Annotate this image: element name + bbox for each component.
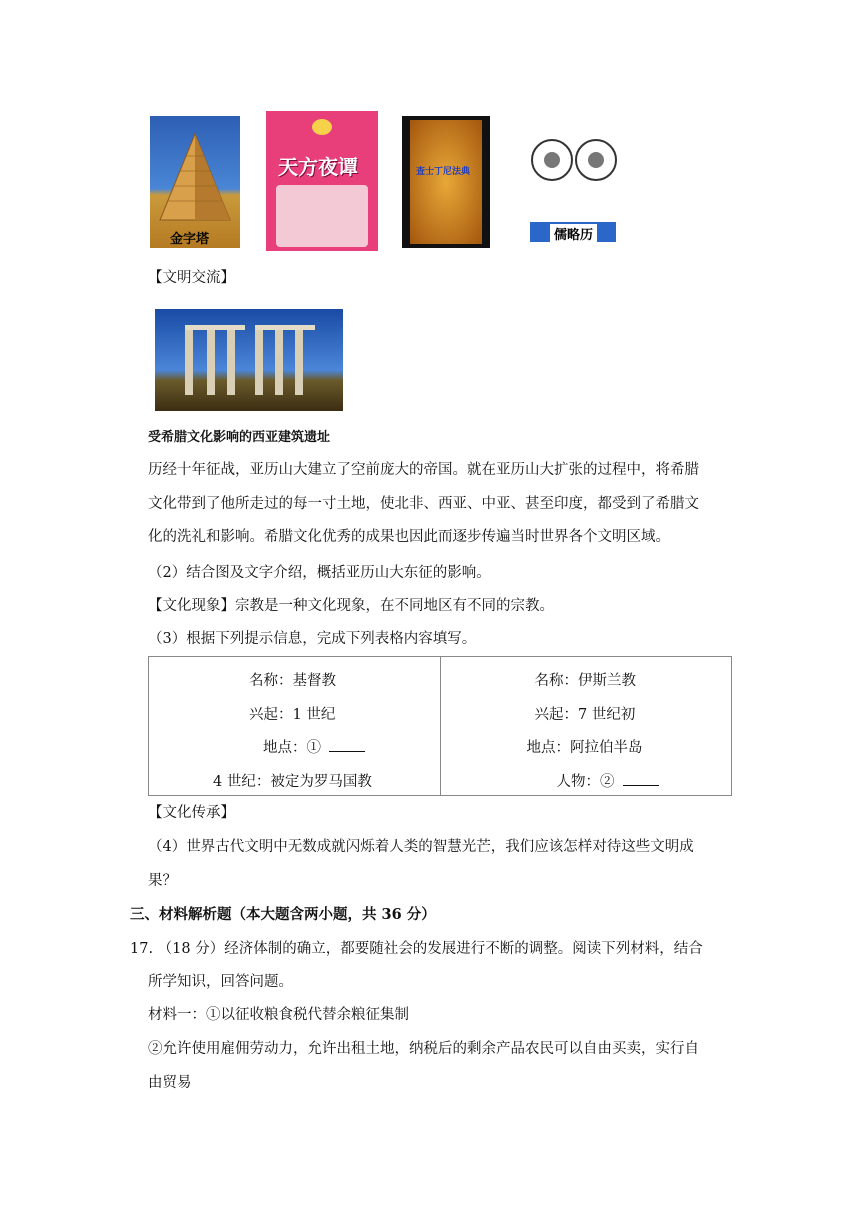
islam-person-label: 人物：② [556, 774, 615, 790]
greek-ruins-caption: 受希腊文化影响的西亚建筑遗址 [148, 430, 331, 445]
christianity-place [263, 736, 365, 757]
question-4-line-1: （4）世界古代文明中无数成就闪烁着人类的智慧光芒，我们应该怎样对待这些文明成 [148, 839, 694, 855]
greek-ruins-image [155, 309, 343, 411]
christianity-rise: 兴起：1 世纪 [249, 707, 336, 723]
columns [155, 309, 343, 411]
christianity-fourth-century: 4 世纪：被定为罗马国教 [213, 774, 372, 790]
question-2: （2）结合图及文字介绍，概括亚历山大东征的影响。 [148, 565, 491, 581]
question-3: （3）根据下列提示信息，完成下列表格内容填写。 [148, 631, 477, 647]
paragraph-line-2: 文化带到了他所走过的每一寸土地，使北非、西亚、中亚、甚至印度，都受到了希腊文 [148, 496, 699, 512]
islam-person [557, 770, 659, 791]
material-1-item-2-line-2: 由贸易 [148, 1075, 192, 1091]
paragraph-line-3: 化的洗礼和影响。希腊文化优秀的成果也因此而逐步传遍当时世界各个文明区域。 [148, 529, 670, 545]
part-3-heading: 三、材料解析题（本大题含两小题，共 36 分） [130, 906, 436, 923]
section-exchange: 【文明交流】 [148, 270, 235, 286]
arabian-nights-title: 天方夜谭 [278, 155, 358, 179]
answer-blank-1[interactable] [329, 739, 365, 752]
justinian-code-image [402, 116, 490, 248]
paragraph-line-1: 历经十年征战，亚历山大建立了空前庞大的帝国。就在亚历山大扩张的过程中，将希腊 [148, 462, 699, 478]
scroll [410, 120, 482, 244]
question-17-line-2: 所学知识，回答问题。 [148, 974, 293, 990]
justinian-code-title: 查士丁尼法典 [416, 167, 471, 177]
section-phenomenon: 【文化现象】宗教是一种文化现象，在不同地区有不同的宗教。 [148, 598, 554, 614]
islam-place: 地点：阿拉伯半岛 [526, 740, 643, 756]
material-1: 材料一：①以征收粮食税代替余粮征集制 [148, 1007, 409, 1023]
calendar-wheels [530, 112, 618, 220]
pyramid-caption: 金字塔 [170, 232, 210, 247]
calendar-caption: 儒略历 [550, 224, 597, 243]
material-1-item-2-line-1: ②允许使用雇佣劳动力，允许出租土地，纳税后的剩余产品农民可以自由买卖，实行自 [148, 1041, 699, 1057]
religion-table [148, 656, 732, 796]
question-4-line-2: 果？ [148, 873, 177, 889]
calendar-image [530, 112, 618, 244]
book-emblem [312, 119, 332, 135]
arabian-nights-image [266, 111, 378, 251]
christianity-cell [149, 657, 441, 796]
islam-rise: 兴起：7 世纪初 [534, 707, 636, 723]
islam-name: 名称：伊斯兰教 [534, 673, 636, 689]
section-inherit: 【文化传承】 [148, 805, 235, 821]
question-17-line-1: 17. （18 分）经济体制的确立，都要随社会的发展进行不断的调整。阅读下列材料，结合 [130, 941, 703, 957]
answer-blank-2[interactable] [623, 773, 659, 786]
christianity-place-label: 地点：① [263, 740, 321, 756]
pyramid-image [150, 116, 240, 248]
book-illustration [276, 185, 368, 247]
christianity-name: 名称：基督教 [249, 673, 336, 689]
islam-cell [440, 657, 732, 796]
